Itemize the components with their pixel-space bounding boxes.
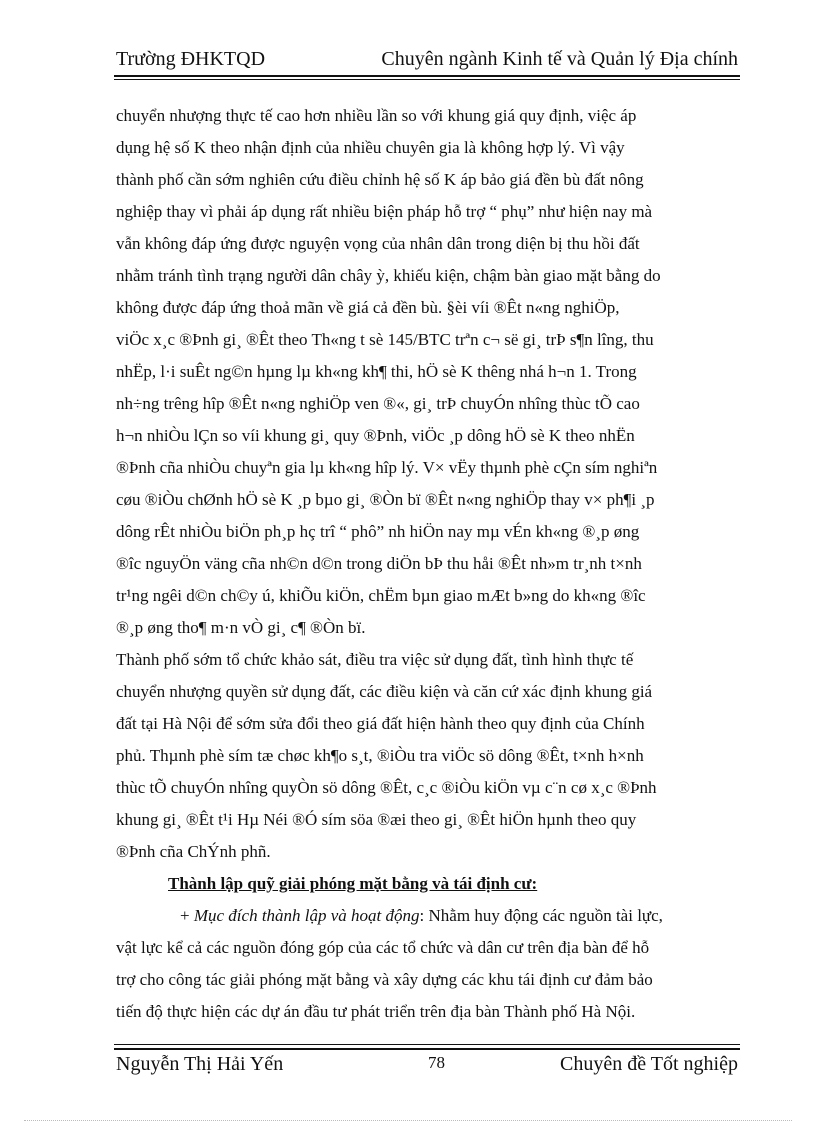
paragraph-3-line-1	[116, 900, 738, 932]
header-rule-thin	[114, 79, 740, 80]
text-line: vẫn không đáp ứng được nguyện vọng của nhân dân trong diện bị thu hồi đất	[116, 234, 640, 253]
text-line: vật lực kể cả các nguồn đóng góp của các tổ chức và dân cư trên địa bàn để hỗ	[116, 938, 650, 957]
text-line: khung gi¸ ®Êt t¹i Hµ Néi ®Ó sím söa ®æi theo gi¸ ®Êt hiÖn hµnh theo quy	[116, 810, 637, 829]
text-line: tiến độ thực hiện các dự án đầu tư phát triển trên địa bàn Thành phố Hà Nội.	[116, 1002, 636, 1021]
footer-title: Chuyên đề Tốt nghiệp	[560, 1053, 738, 1075]
page-number: 78	[428, 1053, 445, 1072]
paragraph-2	[116, 644, 738, 868]
text-line: nh÷ng trêng hîp ®Êt n«ng nghiÖp ven ®«, gi¸ trÞ chuyÓn nhîng thùc tÕ cao	[116, 394, 640, 413]
text-line: trợ cho công tác giải phóng mặt bằng và xây dựng các khu tái định cư đảm bảo	[116, 970, 653, 989]
text-line: chuyển nhượng thực tế cao hơn nhiều lần so với khung giá quy định, việc áp	[116, 106, 637, 125]
text-line: ®Þnh cña ChÝnh phñ.	[116, 842, 271, 861]
first-line-rest: : Nhằm huy động các nguồn tài lực,	[419, 906, 663, 925]
text-line: h¬n nhiÒu lÇn so víi khung gi¸ quy ®Þnh, viÖc ¸p dông hÖ sè K theo nhËn	[116, 426, 635, 445]
text-line: chuyển nhượng quyền sử dụng đất, các điều kiện và căn cứ xác định khung giá	[116, 682, 653, 701]
text-line: dông rÊt nhiÒu biÖn ph¸p hç trî “ phô” nh hiÖn nay mµ vÉn kh«ng ®¸p øng	[116, 522, 640, 541]
text-line: ®îc nguyÖn väng cña nh©n d©n trong diÖn bÞ thu håi ®Êt nh»m tr¸nh t×nh	[116, 554, 642, 573]
text-line: thùc tÕ chuyÓn nhîng quyÒn sö dông ®Êt, c¸c ®iÒu kiÖn vµ c¨n cø x¸c ®Þnh	[116, 778, 657, 797]
text-line: viÖc x¸c ®Þnh gi¸ ®Êt theo Th«ng t sè 145/BTC trªn c¬ së gi¸ trÞ s¶n lîng, thu	[116, 330, 654, 349]
text-line: không được đáp ứng thoả mãn về giá cả đền bù. §èi víi ®Êt n«ng nghiÖp,	[116, 298, 620, 317]
paragraph-1	[116, 100, 738, 644]
footer-rule-thick	[114, 1048, 740, 1050]
text-line: nhằm tránh tình trạng người dân chây ỳ, khiếu kiện, chậm bàn giao mặt bằng do	[116, 266, 661, 285]
footer-author: Nguyễn Thị Hải Yến	[116, 1053, 284, 1075]
header-major: Chuyên ngành Kinh tế và Quản lý Địa chính	[381, 48, 738, 70]
text-line: Thành phố sớm tổ chức khảo sát, điều tra việc sử dụng đất, tình hình thực tế	[116, 650, 634, 669]
text-line: tr¹ng ngêi d©n ch©y ú, khiÕu kiÖn, chËm bµn giao mÆt b»ng do kh«ng ®îc	[116, 586, 646, 605]
text-line: đất tại Hà Nội để sớm sửa đổi theo giá đất hiện hành theo quy định của Chính	[116, 714, 645, 733]
section-heading: Thành lập quỹ giải phóng mặt bằng và tái định cư:	[168, 874, 538, 893]
page-header	[116, 48, 738, 74]
page-footer	[116, 1053, 738, 1079]
bullet-prefix: +	[180, 906, 194, 925]
text-line: nhËp, l·i suÊt ng©n hµng lµ kh«ng kh¶ thi, hÖ sè K thêng nhá h¬n 1. Trong	[116, 362, 637, 381]
text-line: thành phố cần sớm nghiên cứu điều chỉnh hệ số K áp bảo giá đền bù đất nông	[116, 170, 644, 189]
paragraph-3	[116, 900, 738, 1028]
text-line: phủ. Thµnh phè sím tæ chøc kh¶o s¸t, ®iÒu tra viÖc sö dông ®Êt, t×nh h×nh	[116, 746, 644, 765]
footer-rule-thin	[114, 1044, 740, 1045]
text-line: dụng hệ số K theo nhận định của nhiều chuyên gia là không hợp lý. Vì vậy	[116, 138, 625, 157]
text-line: ®Þnh cña nhiÒu chuyªn gia lµ kh«ng hîp lý. V× vËy thµnh phè cÇn sím nghiªn	[116, 458, 658, 477]
text-line: nghiệp thay vì phải áp dụng rất nhiều biện pháp hỗ trợ “ phụ” như hiện nay mà	[116, 202, 653, 221]
header-school: Trường ĐHKTQD	[116, 48, 266, 70]
body-text	[116, 100, 738, 1028]
text-line: ®¸p øng tho¶ m·n vÒ gi¸ c¶ ®Òn bï.	[116, 618, 366, 637]
page-edge	[24, 1120, 792, 1121]
text-line: cøu ®iÒu chØnh hÖ sè K ¸p bµo gi¸ ®Òn bï ®Êt n«ng nghiÖp thay v× ph¶i ¸p	[116, 490, 655, 509]
header-rule-thick	[114, 75, 740, 77]
italic-term: Mục đích thành lập và hoạt động	[193, 906, 420, 925]
